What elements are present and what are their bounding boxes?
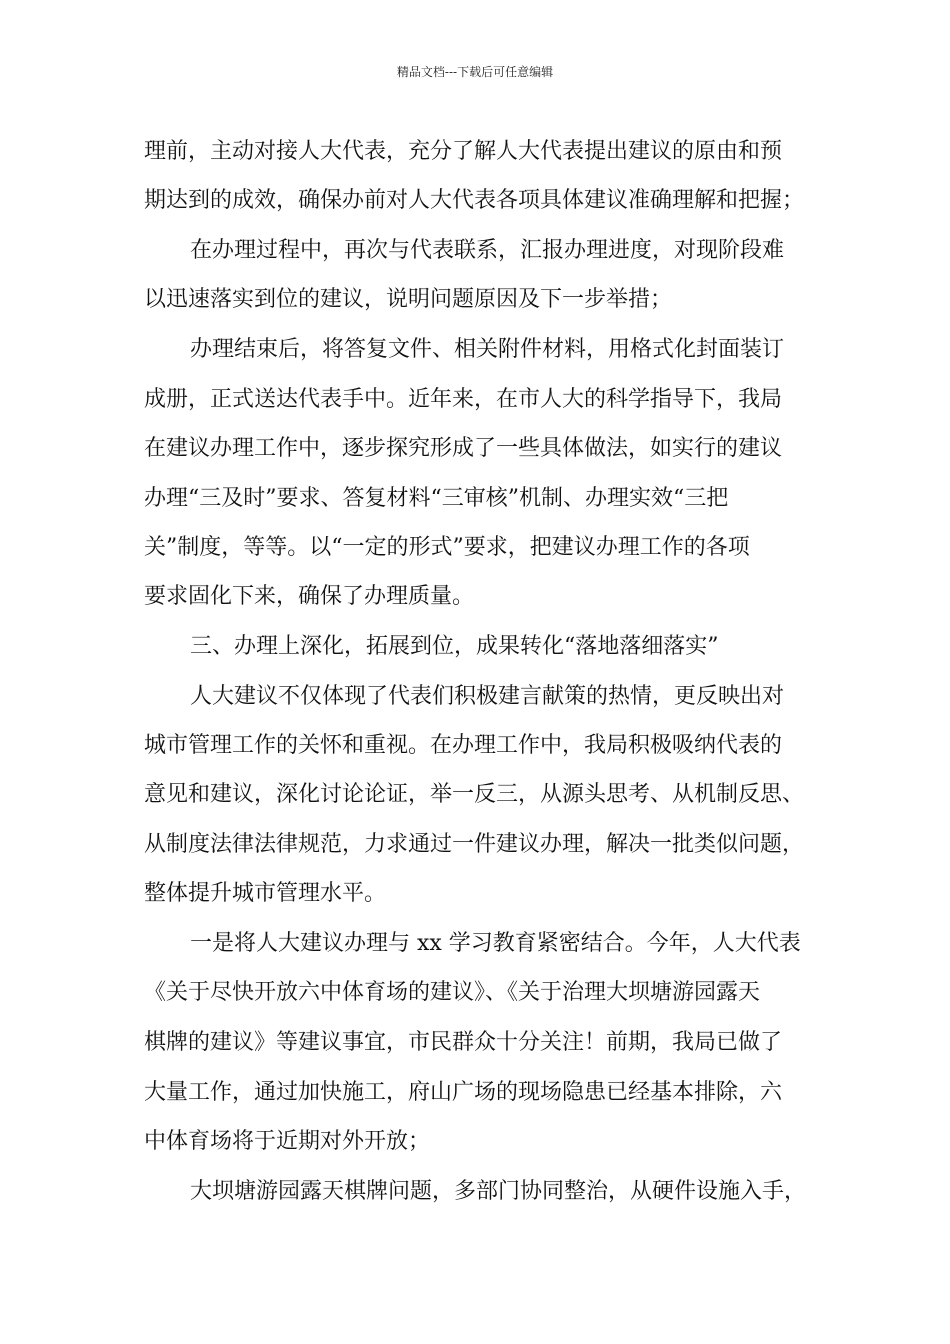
text-line: 要求固化下来，确保了办理质量。 — [144, 584, 475, 609]
page-header: 精品文档---下载后可任意编辑 — [396, 65, 554, 79]
text-line: 一是将人大建议办理与 xx 学习教育紧密结合。今年，人大代表 — [190, 931, 801, 956]
text-line: 关”制度，等等。以“一定的形式”要求，把建议办理工作的各项 — [144, 535, 750, 560]
text-line: 在办理过程中，再次与代表联系，汇报办理进度，对现阶段难 — [190, 238, 785, 263]
text-line: 成册，正式送达代表手中。近年来，在市人大的科学指导下，我局 — [144, 387, 783, 412]
text-line: 棋牌的建议》等建议事宜，市民群众十分关注！前期，我局已做了 — [144, 1030, 783, 1055]
text-line: 以迅速落实到位的建议，说明问题原因及下一步举措； — [144, 287, 673, 312]
section-heading: 三、办理上深化，拓展到位，成果转化“落地落细落实” — [190, 634, 719, 659]
text-line: 大量工作，通过加快施工，府山广场的现场隐患已经基本排除，六 — [144, 1080, 783, 1105]
text-line: 从制度法律法律规范，力求通过一件建议办理，解决一批类似问题， — [144, 832, 805, 857]
text-line: 大坝塘游园露天棋牌问题，多部门协同整治，从硬件设施入手， — [190, 1179, 807, 1204]
text-line: 城市管理工作的关怀和重视。在办理工作中，我局积极吸纳代表的 — [144, 733, 783, 758]
text-line: 在建议办理工作中，逐步探究形成了一些具体做法，如实行的建议 — [144, 436, 783, 461]
text-line: 意见和建议，深化讨论论证，举一反三，从源头思考、从机制反思、 — [144, 782, 805, 807]
text-line: 整体提升城市管理水平。 — [144, 881, 387, 906]
text-line: 期达到的成效，确保办前对人大代表各项具体建议准确理解和把握； — [144, 188, 805, 213]
text-line: 办理“三及时”要求、答复材料“三审核”机制、办理实效“三把 — [144, 486, 729, 511]
text-line: 理前，主动对接人大代表，充分了解人大代表提出建议的原由和预 — [144, 139, 783, 164]
text-line: 《关于尽快开放六中体育场的建议》、《关于治理大坝塘游园露天 — [144, 980, 761, 1005]
text-line: 人大建议不仅体现了代表们积极建言献策的热情，更反映出对 — [190, 684, 785, 709]
text-line: 中体育场将于近期对外开放； — [144, 1129, 431, 1154]
text-line: 办理结束后，将答复文件、相关附件材料，用格式化封面装订 — [190, 337, 785, 362]
